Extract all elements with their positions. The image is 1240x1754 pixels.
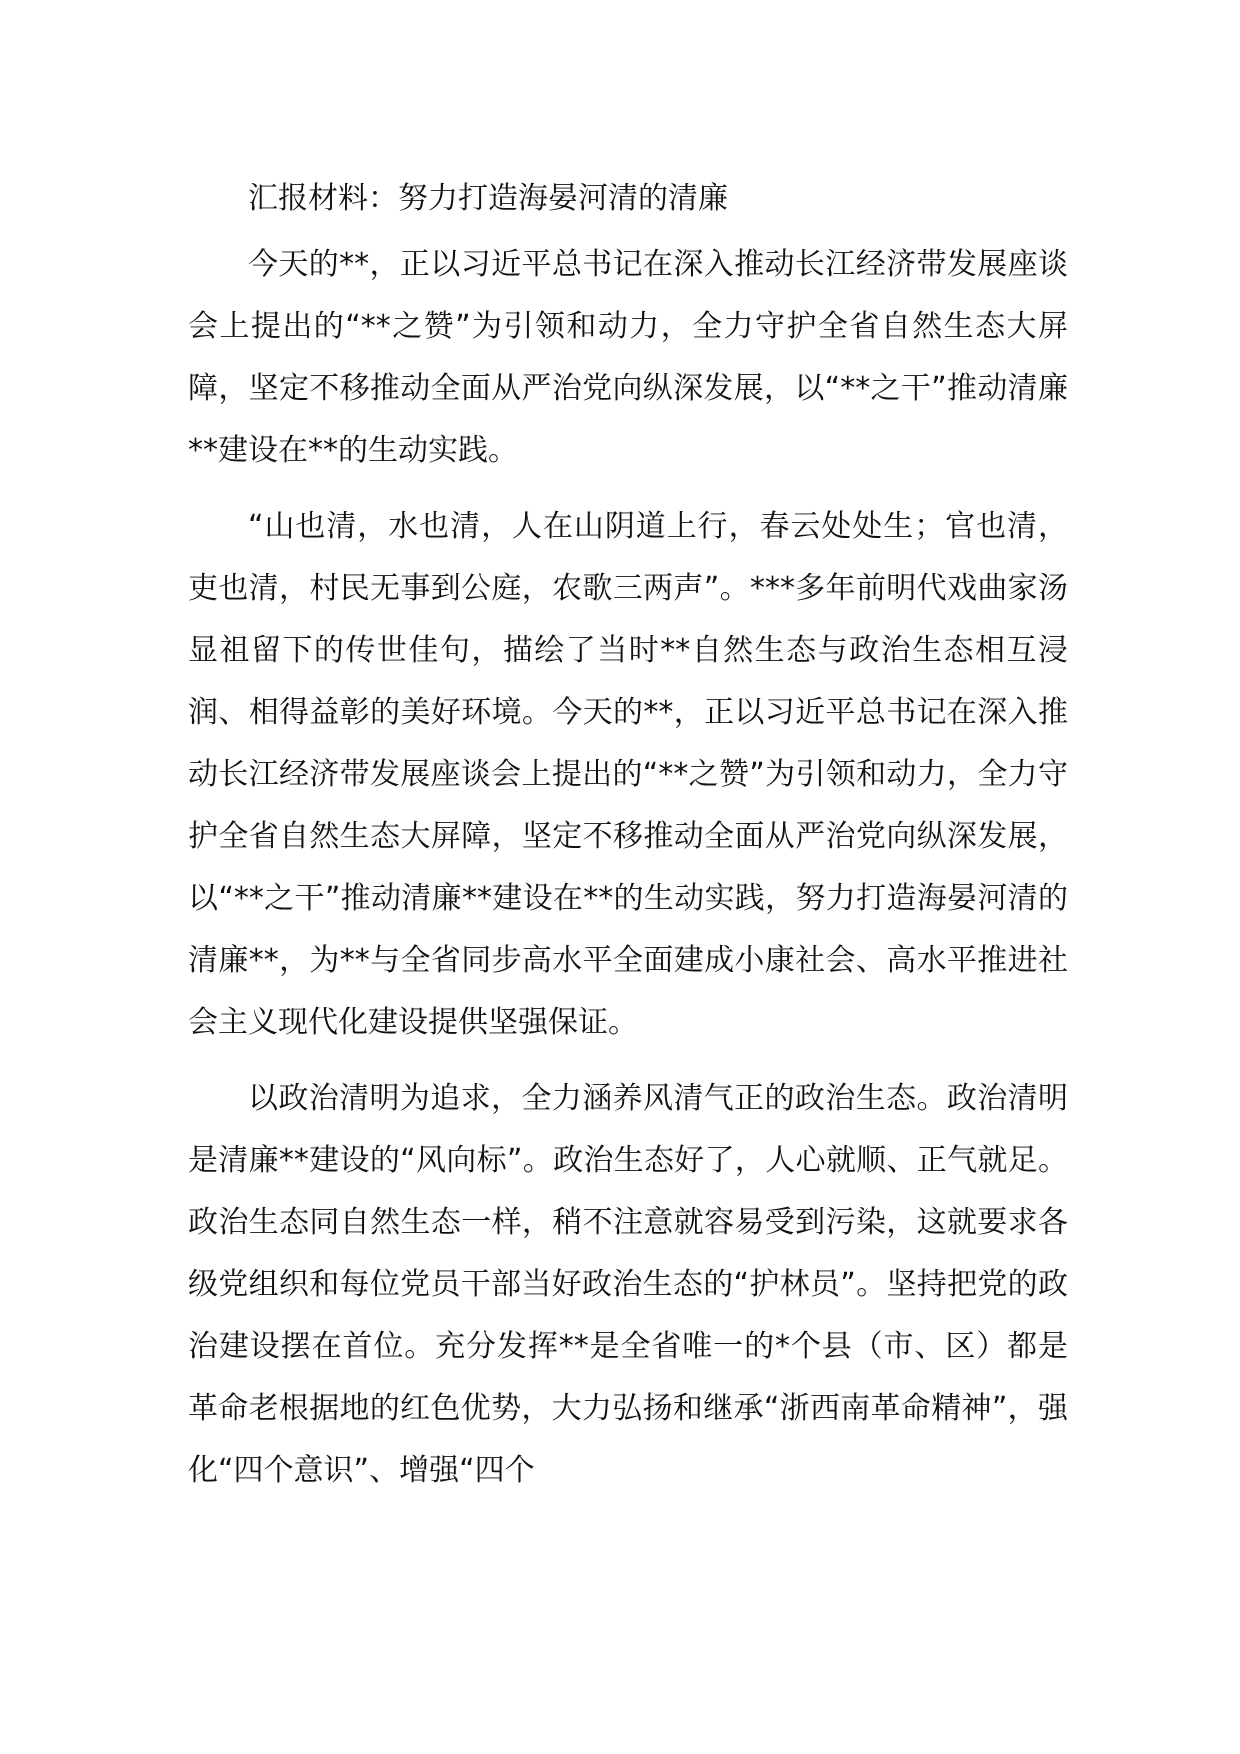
paragraph-1: 今天的**，正以习近平总书记在深入推动长江经济带发展座谈会上提出的“**之赞”为引领和动力，全力守护全省自然生态大屏障，坚定不移推动全面从严治党向纵深发展，以“**之干”推动清廉**建设在**的生动实践。 — [188, 247, 1068, 468]
document-title: 汇报材料：努力打造海晏河清的清廉 — [248, 181, 728, 216]
paragraph-3: 以政治清明为追求，全力涵养风清气正的政治生态。政治清明是清廉**建设的“风向标”。政治生态好了，人心就顺、正气就足。政治生态同自然生态一样，稍不注意就容易受到污染，这就要求各级党组织和每位党员干部当好政治生态的“护林员”。坚持把党的政治建设摆在首位。充分发挥**是全省唯一的*个县（市、区）都是革命老根据地的红色优势，大力弘扬和继承“浙西南革命精神”，强化“四个意识”、增强“四个 — [188, 1081, 1068, 1488]
document-body — [188, 168, 1068, 1502]
paragraph-2: “山也清，水也清，人在山阴道上行，春云处处生；官也清，吏也清，村民无事到公庭，农歌三两声”。***多年前明代戏曲家汤显祖留下的传世佳句，描绘了当时**自然生态与政治生态相互浸润、相得益彰的美好环境。今天的**，正以习近平总书记在深入推动长江经济带发展座谈会上提出的“**之赞”为引领和动力，全力守护全省自然生态大屏障，坚定不移推动全面从严治党向纵深发展，以“**之干”推动清廉**建设在**的生动实践，努力打造海晏河清的清廉**，为**与全省同步高水平全面建成小康社会、高水平推进社会主义现代化建设提供坚强保证。 — [188, 509, 1068, 1040]
